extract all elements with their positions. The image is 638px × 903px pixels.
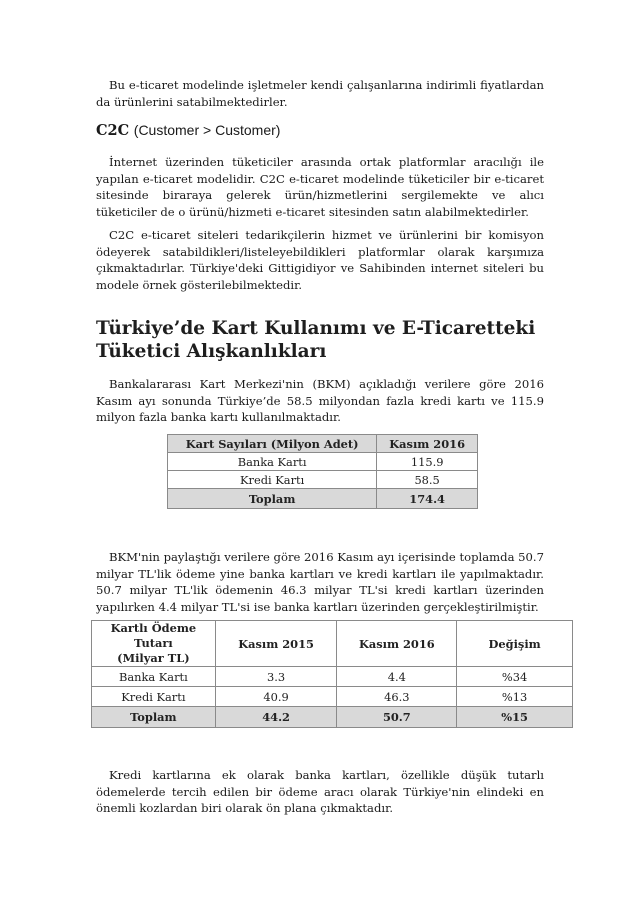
total-label-cell: Toplam [168,489,377,509]
table-total-row [168,489,478,509]
payment-2015-cell: 40.9 [215,687,337,707]
c2c-paragraph-1: İnternet üzerinden tüketiciler arasında ortak platformlar aracılığı ile yapılan e-ticaret modelidir. C2C e-ticaret modelinde tüketiciler bir e-ticaret sitesinde biraraya gelerek ürün/hizmetlerini sergilemekte ve alıcı tüketiciler de o ürünü/hizmeti e-ticaret sitesinden satın alabilmektedirler. [96,155,544,219]
payment-2016-cell: 46.3 [337,687,457,707]
card-type-cell: Banka Kartı [168,453,377,471]
c2c-paragraph-1-block [96,154,544,220]
payment-header-2016: Kasım 2016 [337,621,457,667]
card-count-header-date: Kasım 2016 [377,435,478,453]
c2c-paragraph-2-block [96,227,544,293]
payment-header-line-1: Kartlı Ödeme Tutarı [110,621,197,650]
section-heading-line-2: Tüketici Alışkanlıkları [96,341,327,362]
table-total-row [92,707,573,728]
card-count-cell: 58.5 [377,471,478,489]
payment-header-change: Değişim [457,621,573,667]
section-heading-line-1: Türkiye’de Kart Kullanımı ve E-Ticaretteki [96,318,536,339]
c2c-code: C2C [96,122,130,139]
table-row [92,687,573,707]
closing-paragraph-block [96,767,544,817]
card-count-header-type: Kart Sayıları (Milyon Adet) [168,435,377,453]
card-type-cell: Kredi Kartı [168,471,377,489]
payment-header-2015: Kasım 2015 [215,621,337,667]
table-row [168,471,478,489]
bkm-paragraph-1-block [96,376,544,426]
total-2016-cell: 50.7 [337,707,457,728]
total-change-cell: %15 [457,707,573,728]
closing-paragraph: Kredi kartlarına ek olarak banka kartları, özellikle düşük tutarlı ödemelerde tercih edilen bir ödeme aracı olarak Türkiye'nin elindeki en önemli kozlardan biri olarak ön plana çıkmaktadır. [96,768,544,816]
payment-amount-table [91,620,573,728]
bkm-paragraph-2: BKM'nin paylaştığı verilere göre 2016 Kasım ayı içerisinde toplamda 50.7 milyar TL'lik ödeme yine banka kartları ve kredi kartları ile yapılmaktadır. 50.7 milyar TL'lik ödemenin 46.3 milyar TL'si kredi kartları üzerinden yapılırken 4.4 milyar TL'si ise banka kartları üzerinden gerçekleştirilmiştir. [96,550,544,614]
payment-2015-cell: 3.3 [215,667,337,687]
payment-header-line-2: (Milyar TL) [117,651,190,665]
intro-section [96,77,544,110]
payment-2016-cell: 4.4 [337,667,457,687]
card-count-table [167,434,478,509]
payment-type-cell: Banka Kartı [92,667,216,687]
payment-change-cell: %34 [457,667,573,687]
intro-paragraph: Bu e-ticaret modelinde işletmeler kendi çalışanlarına indirimli fiyatlardan da ürünlerini satabilmektedirler. [96,78,544,109]
c2c-label: (Customer > Customer) [133,122,281,138]
section-heading [96,317,544,363]
c2c-paragraph-2: C2C e-ticaret siteleri tedarikçilerin hizmet ve ürünlerini bir komisyon ödeyerek satabildikleri/listeleyebildikleri platformlar olarak karşımıza çıkmaktadırlar. Türkiye'deki Gittigidiyor ve Sahibinden internet siteleri bu modele örnek gösterilebilmektedir. [96,228,544,292]
table-row [92,667,573,687]
table-row [168,453,478,471]
total-label-cell: Toplam [92,707,216,728]
payment-type-cell: Kredi Kartı [92,687,216,707]
payment-header-title [92,621,216,667]
bkm-paragraph-2-block [96,549,544,615]
payment-change-cell: %13 [457,687,573,707]
card-count-cell: 115.9 [377,453,478,471]
bkm-paragraph-1: Bankalararası Kart Merkezi'nin (BKM) açıkladığı verilere göre 2016 Kasım ayı sonunda Türkiye’de 58.5 milyondan fazla kredi kartı ve 115.9 milyon fazla banka kartı kullanılmaktadır. [96,377,544,425]
total-2015-cell: 44.2 [215,707,337,728]
c2c-subheading [96,121,544,140]
total-value-cell: 174.4 [377,489,478,509]
